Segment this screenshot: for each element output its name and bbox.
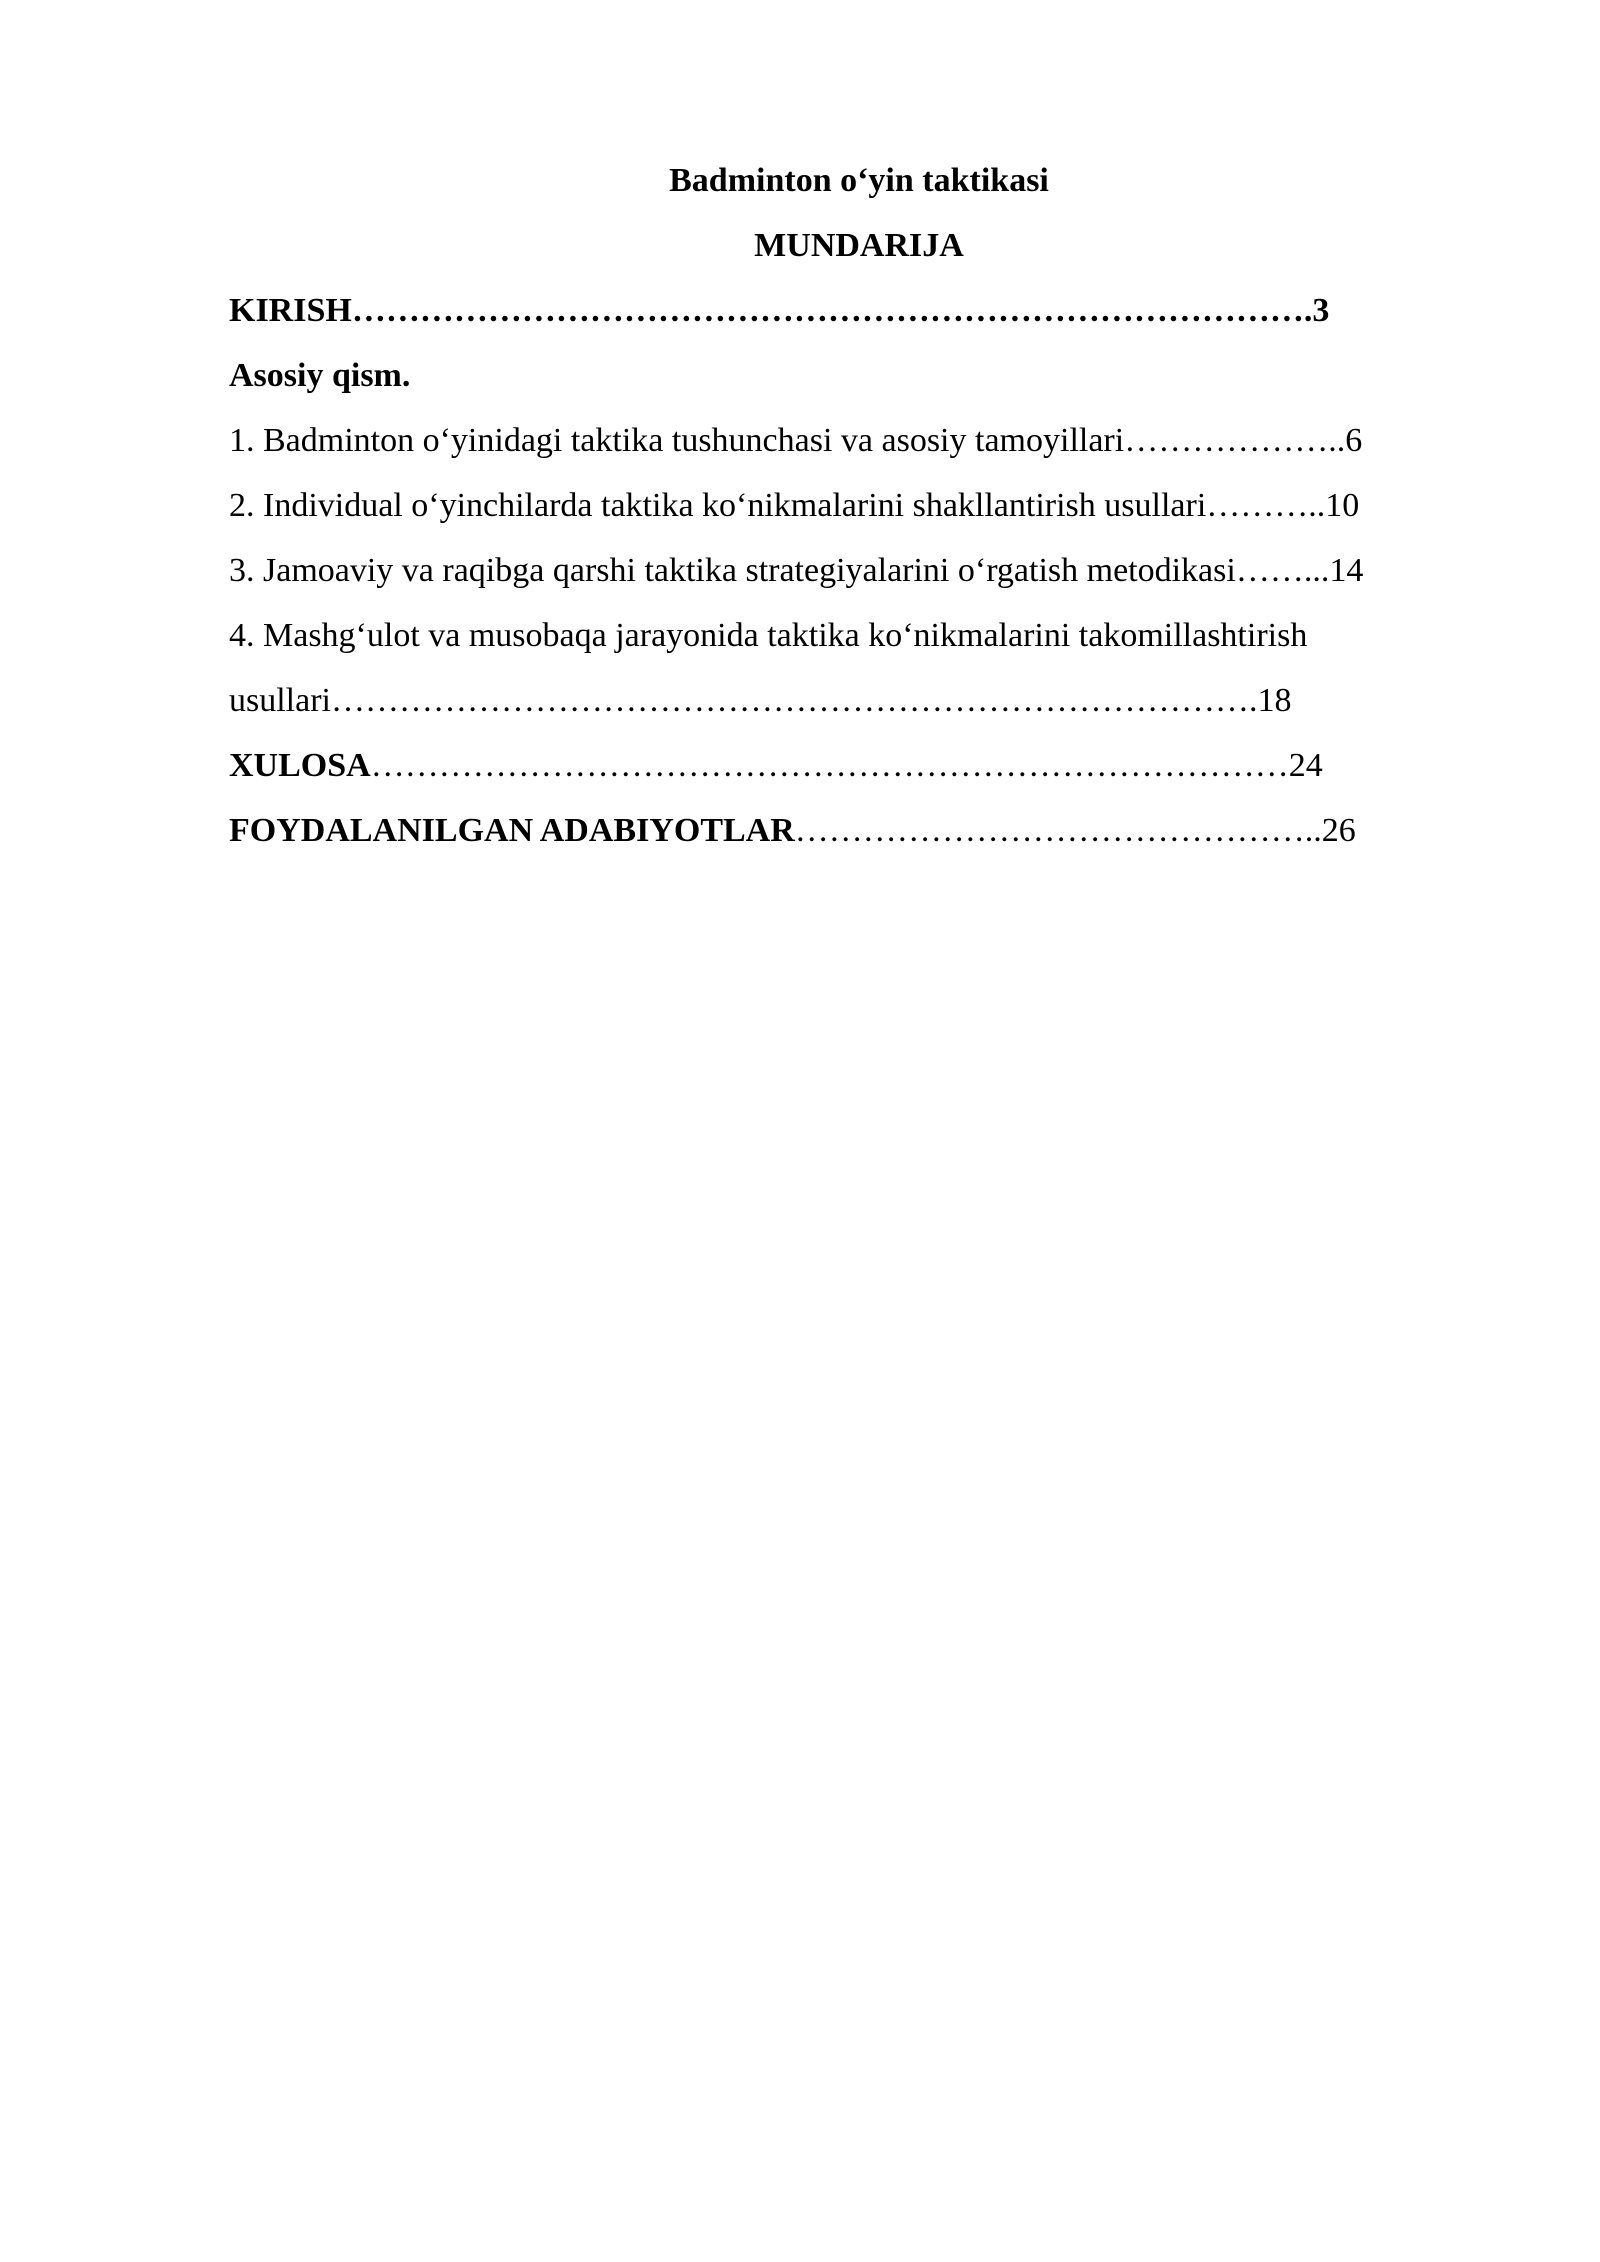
toc-entry-kirish: KIRISH………………………………………………………………………….3 [229,292,1330,329]
toc-entry-adabiyotlar [229,798,1489,863]
toc-adabiyotlar-leader: ………………………………………..26 [794,812,1356,849]
toc-entry-4-line2: usullari……………………………………………………………………….18 [229,682,1292,719]
toc-entry-xulosa [229,733,1489,798]
toc-entry-4-line1: 4. Mashg‘ulot va musobaqa jarayonida taktika ko‘nikmalarini takomillashtirish [229,617,1308,654]
toc-entry-3: 3. Jamoaviy va raqibga qarshi taktika strategiyalarini o‘rgatish metodikasi……...14 [229,552,1364,589]
toc-xulosa-leader: ………………………………………………………………………24 [370,747,1323,784]
toc-section-asosiy: Asosiy qism. [229,357,411,394]
toc-xulosa-label: XULOSA [229,747,371,784]
toc-entry-1: 1. Badminton o‘yinidagi taktika tushunchasi va asosiy tamoyillari………………..6 [229,422,1363,459]
toc-entry-2: 2. Individual o‘yinchilarda taktika ko‘nikmalarini shakllantirish usullari………..10 [229,487,1360,524]
toc-adabiyotlar-label: FOYDALANILGAN ADABIYOTLAR [229,812,795,849]
document-title: Badminton o‘yin taktikasi [669,162,1049,199]
toc-heading: MUNDARIJA [754,227,964,264]
document-content [229,148,1489,863]
